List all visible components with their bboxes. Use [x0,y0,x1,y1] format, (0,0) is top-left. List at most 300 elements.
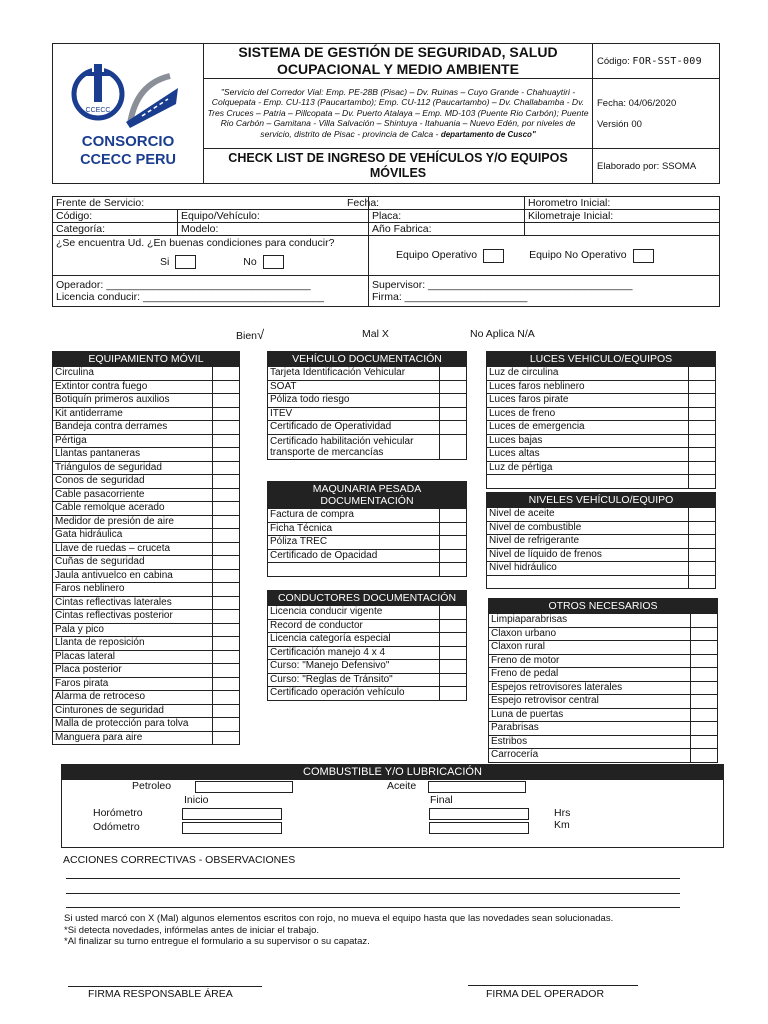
checklist-item-label: Medidor de presión de aire [53,515,213,529]
checklist-item-label: Luna de puertas [489,708,691,722]
checklist-row [268,563,467,577]
operador-field[interactable]: Operador: ___________________________________ [56,279,311,291]
checklist-mark-cell[interactable] [213,407,240,421]
check-mark-icon: √ [257,327,265,342]
checklist-mark-cell[interactable] [440,646,467,660]
checklist-mark-cell[interactable] [213,502,240,516]
checklist-item-label: Parabrisas [489,722,691,736]
checklist-item-label [487,475,689,489]
hrs-label: Hrs [554,807,571,819]
no-label: No [243,255,257,268]
checklist-mark-cell[interactable] [689,575,716,589]
checklist-mark-cell[interactable] [440,549,467,563]
fecha-field[interactable]: Fecha: [347,197,380,209]
checklist-item-label: ITEV [268,407,440,421]
checklist-item-label: Cintas reflectivas posterior [53,610,213,624]
checklist-item-label: Curso: "Reglas de Tránsito" [268,673,440,687]
checklist-row [487,562,716,576]
checklist-item-label: Llantas pantaneras [53,448,213,462]
checklist-row [268,509,467,523]
placa-field[interactable]: Placa: [369,210,525,223]
checklist-mark-cell[interactable] [440,536,467,550]
checklist-item-label: Claxon rural [489,641,691,655]
checklist-row [487,407,716,421]
checklist-row [487,508,716,522]
description-prefix: "Servicio del Corredor Vial: Emp. PE-28B (Pisac) – Dv. Ruinas – Cuyo Grande - Chahuaytiri - Colquepata - Emp. CU-113 (Paucartambo); Emp. CU-112 (Paucartambo) – Dv. Challabamba - Dv. Tres Cruces – Patria – Pillcopata – Dv. Puerto Atalaya – Emp. MD-103 (Puente Rio Carbón); Puente Rio Carbón – Gamitana - Villa Salvación – Shintuya - Itahuania – Nuevo Edén, por niveles de servicio, distrito de Pisac - provincia de Calca - [207,86,589,139]
checklist-row [489,614,718,628]
checklist-mark-cell[interactable] [440,619,467,633]
horometro-label: Horómetro [93,807,143,819]
checklist-item-label: Espejo retrovisor central [489,695,691,709]
checklist-mark-cell[interactable] [213,583,240,597]
checklist-row [53,704,240,718]
checklist-item-label: Cable pasacorriente [53,488,213,502]
checklist-mark-cell[interactable] [213,718,240,732]
checklist-item-label: Póliza todo riesgo [268,394,440,408]
checklist-mark-cell[interactable] [213,556,240,570]
checklist-row [268,673,467,687]
horometro-field[interactable]: Horometro Inicial: [525,197,720,210]
checklist-row [53,448,240,462]
checklist-mark-cell[interactable] [213,529,240,543]
prepared-by: Elaborado por: SSOMA [593,149,720,184]
checklist-mark-cell[interactable] [213,380,240,394]
checklist-mark-cell[interactable] [440,522,467,536]
checklist-row [268,421,467,435]
checklist-item-label: Carrocería [489,749,691,763]
operativo-label: Equipo Operativo [396,249,478,262]
firma-responsable-label: FIRMA RESPONSABLE ÁREA [88,988,233,1000]
checklist-row [268,549,467,563]
code-label: Código: [597,55,630,67]
checklist-item-label: Circulina [53,367,213,381]
checklist-row [487,575,716,589]
checklist-mark-cell[interactable] [689,508,716,522]
final-label: Final [430,794,453,806]
checklist-row [53,677,240,691]
checklist-mark-cell[interactable] [691,722,718,736]
checklist-row [487,421,716,435]
checklist-row [489,668,718,682]
checklist-row [489,695,718,709]
conditions-question: ¿Se encuentra Ud. ¿En buenas condiciones para conducir? [56,237,335,249]
checklist-item-label: Placa posterior [53,664,213,678]
checklist-item-label: Cintas reflectivas laterales [53,596,213,610]
checklist-row [53,718,240,732]
checklist-title: CHECK LIST DE INGRESO DE VEHÍCULOS Y/O EQUIPOS MÓVILES [204,149,593,184]
checklist-row [489,735,718,749]
checklist-item-label: Espejos retrovisores laterales [489,681,691,695]
checklist-row [53,380,240,394]
firma-field[interactable]: Firma: _____________________ [372,291,528,303]
checklist-item-label: Botiquín primeros auxilios [53,394,213,408]
checklist-row [487,394,716,408]
aceite-label: Aceite [387,780,417,792]
checklist-mark-cell[interactable] [213,542,240,556]
date-label: Fecha: 04/06/2020 [597,97,677,109]
checklist-mark-cell[interactable] [440,660,467,674]
vehiculo-doc-table [267,351,467,460]
checklist-row [268,434,467,459]
checklist-item-label: Luces de emergencia [487,421,689,435]
no-checkbox[interactable] [263,255,284,269]
checklist-mark-cell[interactable] [689,475,716,489]
checklist-item-label: Certificado operación vehículo [268,687,440,701]
checklist-mark-cell[interactable] [440,394,467,408]
checklist-row [53,515,240,529]
checklist-mark-cell[interactable] [689,521,716,535]
checklist-row [53,434,240,448]
checklist-mark-cell[interactable] [689,421,716,435]
checklist-mark-cell[interactable] [689,461,716,475]
checklist-item-label: Licencia categoría especial [268,633,440,647]
no-operativo-checkbox[interactable] [633,249,654,263]
checklist-mark-cell[interactable] [689,535,716,549]
checklist-mark-cell[interactable] [213,448,240,462]
section-title: OTROS NECESARIOS [489,599,718,614]
checklist-row [489,722,718,736]
checklist-row [53,475,240,489]
version-label: Versión 00 [597,118,642,130]
checklist-mark-cell[interactable] [213,650,240,664]
checklist-item-label: Gata hidráulica [53,529,213,543]
checklist-item-label: Conos de seguridad [53,475,213,489]
checklist-mark-cell[interactable] [213,596,240,610]
checklist-mark-cell[interactable] [213,664,240,678]
checklist-mark-cell[interactable] [213,610,240,624]
checklist-row [268,606,467,620]
checklist-item-label: Placas lateral [53,650,213,664]
checklist-item-label: Extintor contra fuego [53,380,213,394]
checklist-row [53,488,240,502]
checklist-row [53,394,240,408]
checklist-mark-cell[interactable] [213,434,240,448]
checklist-item-label: Nivel de combustible [487,521,689,535]
checklist-mark-cell[interactable] [213,475,240,489]
checklist-row [487,434,716,448]
logo-sub: CCECC PERU [80,151,176,168]
checklist-item-label: Curso: "Manejo Defensivo" [268,660,440,674]
checklist-mark-cell[interactable] [213,569,240,583]
checklist-mark-cell[interactable] [689,407,716,421]
checklist-mark-cell[interactable] [213,637,240,651]
checklist-row [489,681,718,695]
checklist-item-label: Llanta de reposición [53,637,213,651]
checklist-row [53,542,240,556]
conductores-doc-table [267,590,467,701]
anio-field[interactable]: Año Fabrica: [369,223,525,236]
checklist-row [489,627,718,641]
horometro-final-input[interactable] [429,808,529,820]
checklist-item-label: Nivel de líquido de frenos [487,548,689,562]
checklist-row [489,654,718,668]
checklist-item-label: Pértiga [53,434,213,448]
checklist-mark-cell[interactable] [213,704,240,718]
checklist-item-label: Luces bajas [487,434,689,448]
checklist-mark-cell[interactable] [691,668,718,682]
checklist-row [53,569,240,583]
checklist-item-label: Certificado de Opacidad [268,549,440,563]
section-title: LUCES VEHICULO/EQUIPOS [487,352,716,367]
checklist-item-label: Póliza TREC [268,536,440,550]
firma-operador-label: FIRMA DEL OPERADOR [486,988,605,1000]
note-2: *Si detecta novedades, infórmelas antes de iniciar el trabajo. [64,924,320,936]
checklist-mark-cell[interactable] [689,380,716,394]
checklist-row [53,691,240,705]
checklist-row [53,610,240,624]
kilometraje-field[interactable]: Kilometraje Inicial: [525,210,720,223]
checklist-row [487,461,716,475]
checklist-mark-cell[interactable] [440,606,467,620]
acciones-title: ACCIONES CORRECTIVAS - OBSERVACIONES [63,854,296,866]
checklist-row [489,641,718,655]
checklist-mark-cell[interactable] [691,627,718,641]
vehicle-info-form [52,196,720,307]
checklist-mark-cell[interactable] [691,735,718,749]
section-title: NIVELES VEHÍCULO/EQUIPO [487,493,716,508]
codigo-field[interactable]: Código: [53,210,178,223]
checklist-item-label: Freno de pedal [489,668,691,682]
checklist-item-label: Luces de freno [487,407,689,421]
checklist-row [53,596,240,610]
checklist-mark-cell[interactable] [440,421,467,435]
checklist-item-label: Nivel de refrigerante [487,535,689,549]
service-description [204,79,593,149]
checklist-item-label [268,563,440,577]
legend-bien: Bien√ [236,327,265,342]
legend-mal: Mal X [362,328,389,340]
checklist-mark-cell[interactable] [691,641,718,655]
observation-line-2[interactable] [66,893,680,894]
checklist-item-label: Cuñas de seguridad [53,556,213,570]
checklist-item-label: Alarma de retroceso [53,691,213,705]
checklist-mark-cell[interactable] [440,407,467,421]
checklist-row [53,461,240,475]
aceite-input[interactable] [428,781,526,793]
logo-mark-text: CCECC [85,106,111,114]
checklist-row [53,583,240,597]
checklist-row [268,367,467,381]
section-title: VEHÍCULO DOCUMENTACIÓN [268,352,467,367]
checklist-item-label: Claxon urbano [489,627,691,641]
checklist-mark-cell[interactable] [689,367,716,381]
checklist-row [268,522,467,536]
firma-operador-line[interactable] [468,985,638,986]
checklist-item-label: Certificado habilitación vehicular transporte de mercancías [268,434,440,459]
inicio-label: Inicio [184,794,209,806]
checklist-item-label: Factura de compra [268,509,440,523]
km-label: Km [554,819,570,831]
checklist-item-label: Luces faros pirate [487,394,689,408]
si-checkbox[interactable] [175,255,196,269]
checklist-row [487,367,716,381]
checklist-item-label: Certificación manejo 4 x 4 [268,646,440,660]
checklist-row [487,380,716,394]
checklist-item-label: Tarjeta Identificación Vehicular [268,367,440,381]
checklist-item-label: Kit antiderrame [53,407,213,421]
horometro-inicio-input[interactable] [182,808,282,820]
section-title: EQUIPAMIENTO MÓVIL [53,352,240,367]
checklist-item-label: Cable remolque acerado [53,502,213,516]
checklist-mark-cell[interactable] [213,623,240,637]
si-label: Si [160,255,170,268]
checklist-mark-cell[interactable] [691,681,718,695]
checklist-mark-cell[interactable] [691,614,718,628]
checklist-row [53,623,240,637]
checklist-item-label: Record de conductor [268,619,440,633]
checklist-item-label: Licencia conducir vigente [268,606,440,620]
checklist-mark-cell[interactable] [213,421,240,435]
checklist-item-label: Faros neblinero [53,583,213,597]
checklist-mark-cell[interactable] [440,509,467,523]
odometro-inicio-input[interactable] [182,822,282,834]
checklist-mark-cell[interactable] [440,633,467,647]
odometro-final-input[interactable] [429,822,529,834]
combustible-section [61,764,724,848]
niveles-table [486,492,716,589]
checklist-mark-cell[interactable] [440,563,467,577]
checklist-item-label: Luces altas [487,448,689,462]
checklist-row [53,421,240,435]
checklist-row [489,708,718,722]
combustible-title: COMBUSTIBLE Y/O LUBRICACIÓN [62,765,723,780]
checklist-mark-cell[interactable] [689,448,716,462]
checklist-item-label: Bandeja contra derrames [53,421,213,435]
petroleo-label: Petroleo [132,780,172,792]
categoria-field[interactable]: Categoría: [53,223,178,236]
luces-table [486,351,716,489]
checklist-row [53,367,240,381]
checklist-item-label: Pala y pico [53,623,213,637]
observation-line-3[interactable] [66,907,680,908]
equipo-field[interactable]: Equipo/Vehículo: [178,210,369,223]
checklist-item-label: Triángulos de seguridad [53,461,213,475]
firma-responsable-line[interactable] [68,986,262,987]
checklist-mark-cell[interactable] [689,548,716,562]
checklist-mark-cell[interactable] [691,654,718,668]
checklist-item-label: Nivel de aceite [487,508,689,522]
petroleo-input[interactable] [195,781,293,793]
note-3: *Al finalizar su turno entregue el formulario a su supervisor o su capataz. [64,936,370,947]
modelo-field[interactable]: Modelo: [178,223,369,236]
checklist-row [53,502,240,516]
checklist-mark-cell[interactable] [689,434,716,448]
logo-company: CONSORCIO [81,132,175,150]
equipamiento-table [52,351,240,745]
checklist-row [53,556,240,570]
code-value: FOR-SST-009 [632,55,702,67]
checklist-row [268,380,467,394]
checklist-row [268,536,467,550]
checklist-mark-cell[interactable] [440,434,467,459]
description-suffix: departamento de Cusco" [440,129,536,139]
checklist-item-label: Limpiaparabrisas [489,614,691,628]
checklist-item-label: Freno de motor [489,654,691,668]
checklist-mark-cell[interactable] [440,380,467,394]
checklist-row [487,448,716,462]
checklist-row [487,548,716,562]
checklist-row [268,394,467,408]
frente-field[interactable]: Frente de Servicio: [53,197,369,210]
checklist-mark-cell[interactable] [213,677,240,691]
checklist-row [53,664,240,678]
checklist-mark-cell[interactable] [213,691,240,705]
checklist-row [489,749,718,763]
checklist-item-label [487,575,689,589]
checklist-item-label: Luz de circulina [487,367,689,381]
checklist-row [268,407,467,421]
checklist-row [268,619,467,633]
checklist-mark-cell[interactable] [213,488,240,502]
code-cell [593,44,720,79]
section-title: MAQUNARIA PESADA DOCUMENTACIÓN [268,482,467,509]
checklist-mark-cell[interactable] [440,367,467,381]
odometro-label: Odómetro [93,821,140,833]
checklist-item-label: Luz de pértiga [487,461,689,475]
checklist-mark-cell[interactable] [691,708,718,722]
checklist-item-label: Estribos [489,735,691,749]
checklist-row [268,633,467,647]
section-title: CONDUCTORES DOCUMENTACIÓN [268,591,467,606]
checklist-row [487,521,716,535]
checklist-row [487,475,716,489]
checklist-mark-cell[interactable] [691,695,718,709]
legend-na: No Aplica N/A [470,328,535,340]
checklist-mark-cell[interactable] [213,367,240,381]
checklist-mark-cell[interactable] [440,673,467,687]
checklist-row [53,637,240,651]
system-title: SISTEMA DE GESTIÓN DE SEGURIDAD, SALUD OCUPACIONAL Y MEDIO AMBIENTE [204,44,593,79]
checklist-mark-cell[interactable] [691,749,718,763]
checklist-mark-cell[interactable] [213,515,240,529]
date-version-cell [593,79,720,149]
logo-cell [53,44,204,184]
checklist-item-label: Faros pirata [53,677,213,691]
checklist-item-label: Ficha Técnica [268,522,440,536]
checklist-item-label: Malla de protección para tolva [53,718,213,732]
consorcio-logo-icon [58,54,198,169]
checklist-mark-cell[interactable] [213,461,240,475]
no-operativo-label: Equipo No Operativo [529,249,627,262]
checklist-mark-cell[interactable] [213,394,240,408]
checklist-row [268,660,467,674]
checklist-mark-cell[interactable] [440,687,467,701]
note-1: Si usted marcó con X (Mal) algunos elementos escritos con rojo, no mueva el equipo hasta que las novedades sean solucionadas. [64,913,614,924]
checklist-item-label: SOAT [268,380,440,394]
licencia-field[interactable]: Licencia conducir: _______________________________ [56,291,324,303]
checklist-item-label: Cinturones de seguridad [53,704,213,718]
otros-table [488,598,718,763]
checklist-mark-cell[interactable] [213,731,240,745]
observation-line-1[interactable] [66,878,680,879]
checklist-item-label: Jaula antivuelco en cabina [53,569,213,583]
checklist-row [53,407,240,421]
notes [64,913,724,948]
checklist-item-label: Nivel hidráulico [487,562,689,576]
checklist-row [53,731,240,745]
checklist-row [53,529,240,543]
operativo-checkbox[interactable] [483,249,504,263]
checklist-row [53,650,240,664]
maquinaria-doc-table [267,481,467,577]
checklist-row [268,646,467,660]
document-header [52,43,720,184]
checklist-mark-cell[interactable] [689,394,716,408]
supervisor-field[interactable]: Supervisor: ___________________________________ [372,279,633,291]
checklist-mark-cell[interactable] [689,562,716,576]
checklist-item-label: Manguera para aire [53,731,213,745]
checklist-item-label: Certificado de Operatividad [268,421,440,435]
